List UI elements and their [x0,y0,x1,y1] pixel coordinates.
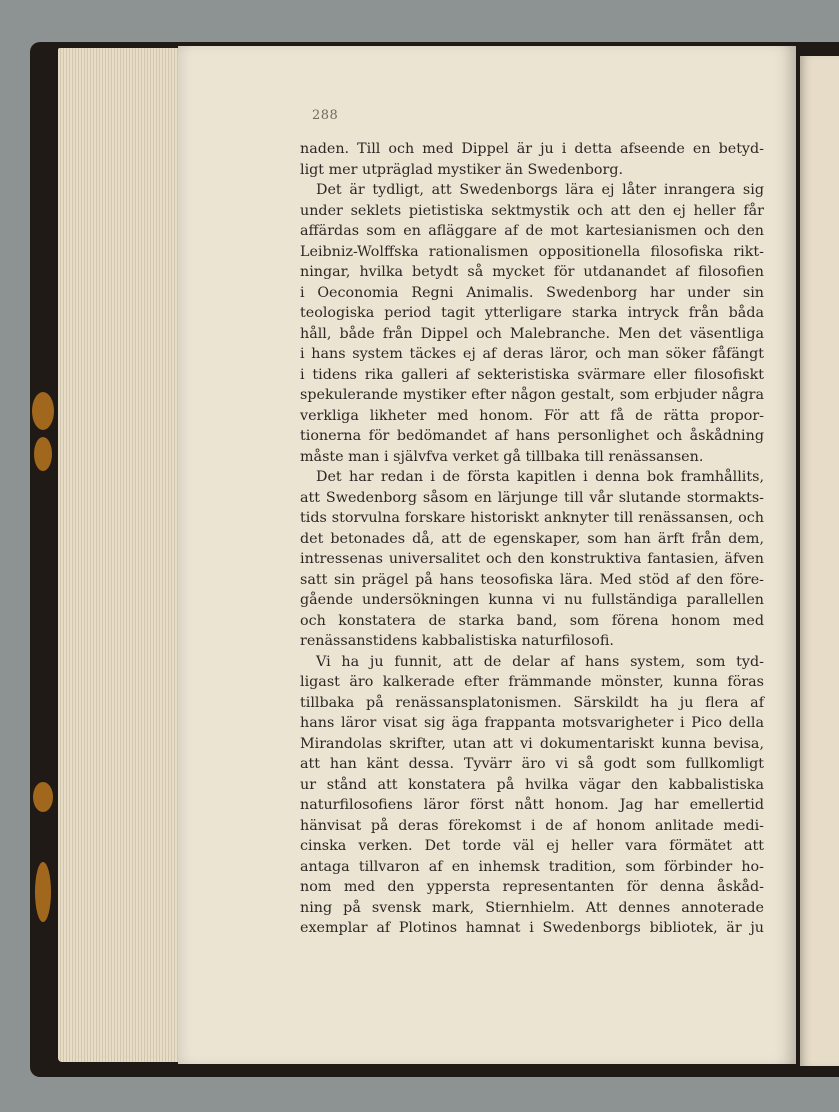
text-line: spekulerande mystiker efter någon gestalt, som erbjuder några [300,387,764,403]
text-line: ur stånd att konstatera på hvilka vägar den kabbalistiska [300,776,764,793]
text-line: håll, både från Dippel och Malebranche. Men det väsentliga [300,325,764,342]
text-line: cinska verken. Det torde väl ej heller vara förmätet att [300,838,764,854]
text-line: exemplar af Plotinos hamnat i Swedenborgs bibliotek, är ju [300,920,764,936]
text-line: i tidens rika galleri af sekteristiska svärmare eller filosofiskt [300,366,764,383]
text-line: naturfilosofiens läror först nått honom. Jag har emellertid [300,797,764,813]
marbled-cover-spot [35,862,51,922]
text-line: Leibniz-Wolffska rationalismen oppositionella filosofiska rikt- [300,243,764,260]
text-line: tids storvulna forskare historiskt anknyter till renässansen, och [300,510,764,526]
text-line: Vi ha ju funnit, att de delar af hans system, som tyd- [316,653,764,670]
text-line: måste man i självfva verket gå tillbaka till renässansen. [300,448,704,465]
text-line: ning på svensk mark, Stiernhielm. Att dennes annoterade [300,899,764,916]
facing-page-edge [800,56,839,1066]
marbled-cover-spot [33,782,53,812]
marbled-cover-spot [34,437,52,471]
page-edges [58,48,186,1062]
text-line: Det har redan i de första kapitlen i denna bok framhållits, [316,469,764,485]
body-text [300,139,764,939]
text-line: satt sin prägel på hans teosofiska lära. Med stöd af den före- [300,571,764,588]
text-line: i hans system täckes ej af deras läror, och man söker fåfängt [300,346,764,362]
text-line: Mirandolas skrifter, utan att vi dokumentariskt kunna bevisa, [300,735,764,752]
text-line: renässanstidens kabbalistiska naturfilosofi. [300,633,614,649]
text-line: att Swedenborg såsom en lärjunge till vår slutande stormakts- [300,489,764,506]
text-line: tillbaka på renässansplatonismen. Särskildt ha ju flera af [300,694,764,711]
text-line: hänvisat på deras förekomst i de af honom anlitade medi- [300,817,764,834]
text-line: hans läror visat sig äga frappanta motsvarigheter i Pico della [300,715,764,731]
text-line: affärdas som en afläggare af de mot kartesianismen och den [300,223,764,239]
text-line: och konstatera de starka band, som förena honom med [300,612,764,629]
text-line: ningar, hvilka betydt så mycket för utdanandet af filosofien [300,264,764,280]
text-line: Det är tydligt, att Swedenborgs lära ej låter inrangera sig [316,182,764,198]
text-line: teologiska period tagit ytterligare starka intryck från båda [300,305,764,321]
text-line: ligast äro kalkerade efter främmande mönster, kunna föras [300,674,764,690]
text-line: gående undersökningen kunna vi nu fullständiga parallellen [300,592,764,608]
text-line: antaga tillvaron af en inhemsk tradition, som förbinder ho- [300,858,764,875]
text-line: under seklets pietistiska sektmystik och att den ej heller får [300,202,764,219]
text-line: verkliga likheter med honom. För att få de rätta propor- [300,407,764,424]
text-line: i Oeconomia Regni Animalis. Swedenborg har under sin [300,284,764,301]
text-line: att han känt dessa. Tyvärr äro vi så godt som fullkomligt [300,756,764,772]
text-line: det betonades då, att de egenskaper, som han ärft från dem, [300,530,764,547]
text-line: ligt mer utpräglad mystiker än Swedenborg. [300,161,624,178]
text-line: intressenas universalitet och den konstruktiva fantasien, äfven [300,551,764,567]
marbled-cover-spot [32,392,54,430]
page-number: 288 [312,108,339,123]
text-line: naden. Till och med Dippel är ju i detta afseende en betyd- [300,141,764,157]
text-line: nom med den yppersta representanten för denna åskåd- [300,879,764,895]
text-line: tionerna för bedömandet af hans personlighet och åskådning [300,428,764,444]
